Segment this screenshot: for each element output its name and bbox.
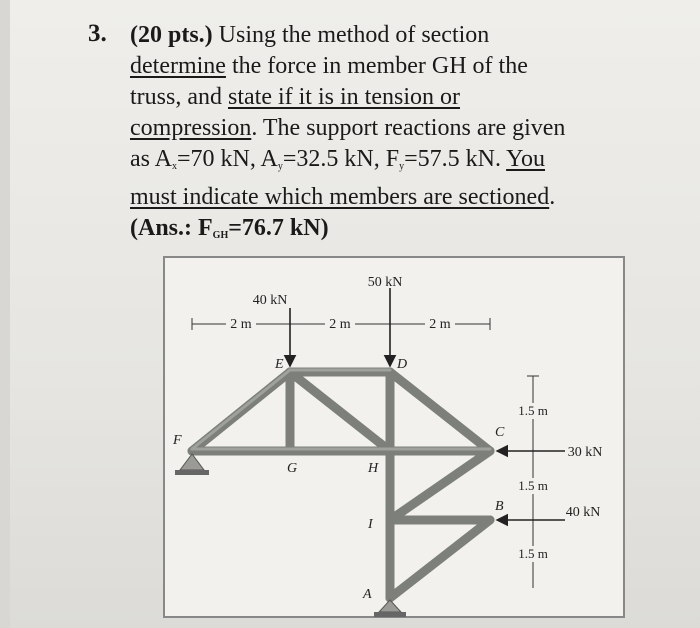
question-number: 3. [88, 20, 107, 47]
problem-line-1 [130, 20, 660, 51]
subscript: x [172, 161, 177, 172]
problem-line-6 [130, 182, 660, 213]
problem-line-5 [130, 144, 660, 182]
member-EH [290, 372, 390, 451]
load-label-B: 40 kN [565, 505, 601, 520]
problem-text: as A [130, 146, 172, 172]
node-label-F: F [173, 433, 182, 448]
answer-text: (Ans.: F [130, 215, 213, 241]
load-label-C: 30 kN [567, 445, 603, 460]
keyword-sectioned: must indicate which members are sectioned [130, 184, 550, 210]
node-label-E: E [275, 357, 284, 372]
problem-statement [130, 20, 660, 251]
truss-figure [163, 256, 625, 618]
pin-support-A [374, 600, 406, 617]
subscript: y [399, 161, 405, 172]
node-label-G: G [287, 461, 298, 476]
node-label-H: H [368, 461, 379, 476]
node-label-C: C [495, 425, 505, 440]
node-label-A: A [363, 587, 372, 602]
subscript: GH [212, 230, 229, 241]
problem-line-3 [130, 82, 660, 113]
problem-text: truss, and [130, 84, 228, 110]
dim-span-2: 2 m [329, 317, 351, 332]
keyword-you: You [506, 146, 546, 172]
dim-rise-1: 1.5 m [518, 403, 548, 418]
problem-line-4 [130, 113, 660, 144]
node-label-D: D [397, 357, 408, 372]
load-label-E: 40 kN [252, 293, 288, 308]
dim-span-3: 2 m [429, 317, 451, 332]
keyword-compression: compression [130, 115, 252, 141]
problem-text: =70 kN, A [177, 146, 278, 172]
answer-value: =76.7 kN) [228, 215, 329, 241]
truss-diagram [165, 258, 627, 620]
problem-text: Using the method of section [212, 22, 490, 48]
keyword-state: state if it is in tension or [228, 84, 460, 110]
dim-rise-2: 1.5 m [518, 478, 548, 493]
problem-text: =57.5 kN. [404, 146, 507, 172]
node-label-I: I [368, 517, 373, 532]
answer-line [130, 213, 660, 251]
load-label-D: 50 kN [367, 275, 403, 290]
member-FE [192, 372, 290, 451]
problem-text: . [549, 184, 556, 210]
pin-support-F [175, 454, 209, 475]
problem-text: the force in member GH of the [225, 53, 528, 79]
subscript: y [277, 161, 283, 172]
dim-span-1: 2 m [230, 317, 252, 332]
member-BA [390, 520, 490, 598]
truss-members [192, 372, 490, 598]
problem-text: =32.5 kN, F [282, 146, 400, 172]
dim-rise-3: 1.5 m [518, 546, 548, 561]
points-label: (20 pts.) [130, 22, 213, 48]
node-label-B: B [495, 499, 504, 514]
problem-text: . The support reactions are given [251, 115, 566, 141]
member-CI [390, 451, 490, 520]
keyword-determine: determine [130, 53, 226, 79]
problem-line-2 [130, 51, 660, 82]
member-DC [390, 372, 490, 451]
